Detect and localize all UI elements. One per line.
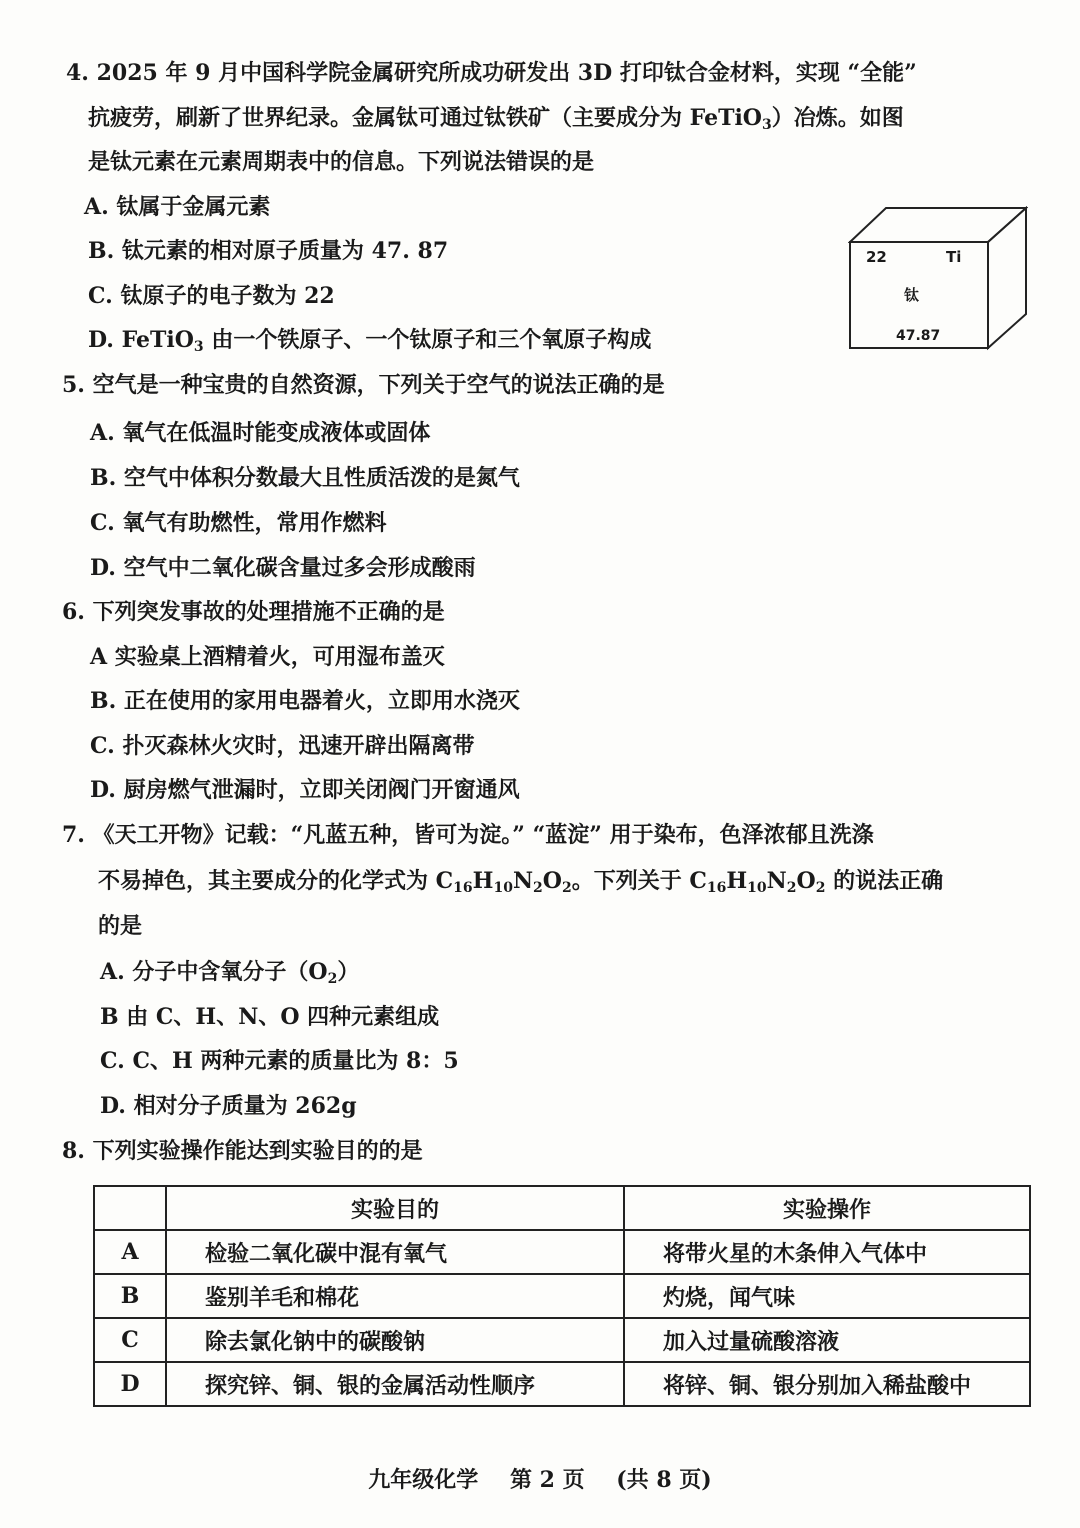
row-operation: 灼烧，闻气味	[624, 1274, 1030, 1318]
table-row	[94, 1362, 1030, 1406]
atomic-mass: 47.87	[896, 328, 941, 344]
q7-option-b: B 由 C、H、N、O 四种元素组成	[100, 1004, 440, 1030]
q7-option-a: A. 分子中含氧分子$(O_2)$	[100, 959, 360, 987]
q6-option-b: B. 正在使用的家用电器着火，立即用水浇灭	[90, 688, 520, 714]
atomic-number: 22	[866, 248, 887, 266]
table-row	[94, 1318, 1030, 1362]
row-option: B	[94, 1274, 166, 1318]
row-operation: 将锌、铜、银分别加入稀盐酸中	[624, 1362, 1030, 1406]
q7-line-3: 的是	[98, 913, 143, 939]
q5-stem: 5. 空气是一种宝贵的自然资源，下列关于空气的说法正确的是	[62, 372, 665, 398]
experiment-table	[93, 1185, 1031, 1407]
q6-option-c: C. 扑灭森林火灾时，迅速开辟出隔离带	[90, 733, 475, 759]
q6-option-a: A 实验桌上酒精着火，可用湿布盖灭	[90, 644, 445, 670]
q7-line-2: 不易掉色，其主要成分的化学式为 $C_{16}H_{10}N_2O_2$。下列关于 $C_{16}H_{10}N_2O_2$ 的说法正确	[98, 868, 944, 896]
q8-stem: 8. 下列实验操作能达到实验目的的是	[62, 1138, 423, 1164]
q5-option-b: B. 空气中体积分数最大且性质活泼的是氮气	[90, 465, 520, 491]
q7-option-d: D. 相对分子质量为 262g	[100, 1093, 357, 1119]
footer-page-number: 第 2 页	[509, 1467, 585, 1493]
table-header-goal: 实验目的	[166, 1186, 624, 1230]
q5-option-d: D. 空气中二氧化碳含量过多会形成酸雨	[90, 555, 476, 581]
table-header-operation: 实验操作	[624, 1186, 1030, 1230]
q7-option-c: C. C、H 两种元素的质量比为 8：5	[100, 1048, 459, 1074]
table-row	[94, 1230, 1030, 1274]
footer-total-pages: (共 8 页)	[616, 1467, 712, 1493]
q4-option-b: B. 钛元素的相对原子质量为 47. 87	[88, 238, 449, 264]
row-option: D	[94, 1362, 166, 1406]
row-goal: 检验二氧化碳中混有氧气	[166, 1230, 624, 1274]
table-header-row	[94, 1186, 1030, 1230]
q7-line-1: 7. 《天工开物》记载：“凡蓝五种，皆可为淀。” “蓝淀” 用于染布，色泽浓郁且洗涤	[62, 822, 874, 848]
table-row	[94, 1274, 1030, 1318]
element-symbol: Ti	[946, 248, 962, 266]
row-option: C	[94, 1318, 166, 1362]
q5-option-a: A. 氧气在低温时能变成液体或固体	[90, 420, 431, 446]
q4-option-c: C. 钛原子的电子数为 22	[88, 283, 335, 309]
row-goal: 探究锌、铜、银的金属活动性顺序	[166, 1362, 624, 1406]
q4-line-2: 抗疲劳，刷新了世界纪录。金属钛可通过钛铁矿（主要成分为 FeTiO$_3$）冶炼。如图	[88, 105, 904, 133]
q4-option-d: D. FeTiO$_3$ 由一个铁原子、一个钛原子和三个氧原子构成	[88, 327, 652, 355]
q6-option-d: D. 厨房燃气泄漏时，立即关闭阀门开窗通风	[90, 777, 520, 803]
q4-option-a: A. 钛属于金属元素	[84, 194, 271, 220]
table-header-option	[94, 1186, 166, 1230]
row-goal: 除去氯化钠中的碳酸钠	[166, 1318, 624, 1362]
titanium-element-cell	[848, 206, 1028, 351]
q4-line-3: 是钛元素在元素周期表中的信息。下列说法错误的是	[88, 149, 595, 175]
page-footer	[0, 1463, 1080, 1494]
q5-option-c: C. 氧气有助燃性，常用作燃料	[90, 510, 387, 536]
footer-subject: 九年级化学	[368, 1467, 479, 1493]
q4-line-1: 4. 2025 年 9 月中国科学院金属研究所成功研发出 3D 打印钛合金材料，实现 “全能”	[66, 60, 917, 86]
q6-stem: 6. 下列突发事故的处理措施不正确的是	[62, 599, 445, 625]
element-name: 钛	[904, 286, 920, 304]
row-operation: 将带火星的木条伸入气体中	[624, 1230, 1030, 1274]
row-option: A	[94, 1230, 166, 1274]
row-operation: 加入过量硫酸溶液	[624, 1318, 1030, 1362]
row-goal: 鉴别羊毛和棉花	[166, 1274, 624, 1318]
